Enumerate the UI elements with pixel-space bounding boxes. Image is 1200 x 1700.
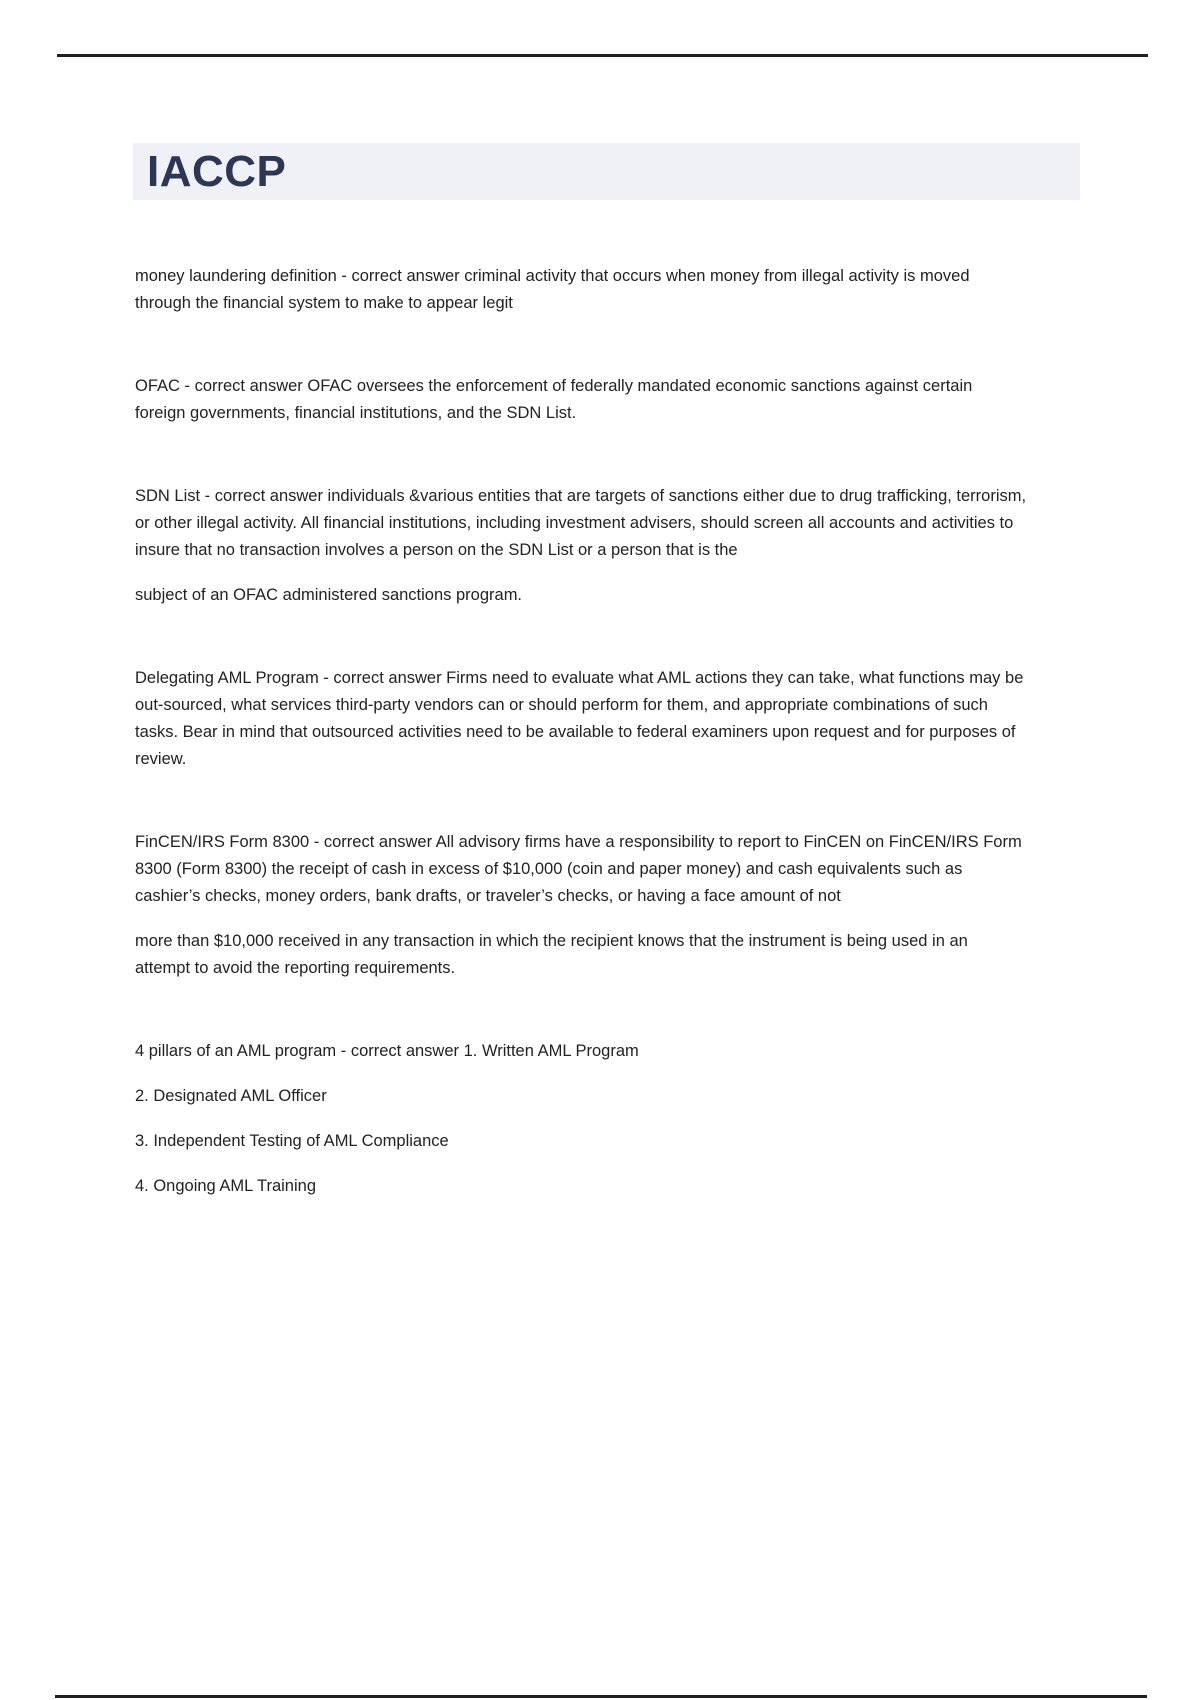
paragraph: 2. Designated AML Officer [135,1087,327,1105]
paragraph: 4. Ongoing AML Training [135,1177,317,1195]
paragraph: OFAC - correct answer OFAC oversees the enforcement of federally mandated economic sanctions against certain foreign governments, financial institutions, and the SDN List. [135,377,973,422]
paragraph: subject of an OFAC administered sanctions program. [135,586,523,604]
paragraph: money laundering definition - correct answer criminal activity that occurs when money from illegal activity is moved through the financial system to make to appear legit [135,267,970,312]
paragraph: 4 pillars of an AML program - correct answer 1. Written AML Program [135,1042,639,1060]
bottom-rule [55,1695,1147,1698]
paragraph: more than $10,000 received in any transaction in which the recipient knows that the instrument is being used in an attempt to avoid the reporting requirements. [135,932,968,977]
paragraph: FinCEN/IRS Form 8300 - correct answer All advisory firms have a responsibility to report to FinCEN on FinCEN/IRS Form 8300 (Form 8300) the receipt of cash in excess of $10,000 (coin and paper money) and cash equivalents such as cashier’s checks, money orders, bank drafts, or traveler’s checks, or having a face amount of not [135,833,1022,905]
paragraph: SDN List - correct answer individuals &various entities that are targets of sanctions either due to drug trafficking, terrorism, or other illegal activity. All financial institutions, including investment advisers, should screen all accounts and activities to insure that no transaction involves a person on the SDN List or a person that is the [135,487,1027,559]
document-body [135,263,1027,1200]
page-title: IACCP [147,146,287,196]
top-rule [57,54,1148,57]
paragraph: 3. Independent Testing of AML Compliance [135,1132,449,1150]
title-bar [133,143,1080,200]
paragraph: Delegating AML Program - correct answer Firms need to evaluate what AML actions they can take, what functions may be out-sourced, what services third-party vendors can or should perform for them, and appropriate combinations of such tasks. Bear in mind that outsourced activities need to be available to federal examiners upon request and for purposes of review. [135,669,1024,768]
